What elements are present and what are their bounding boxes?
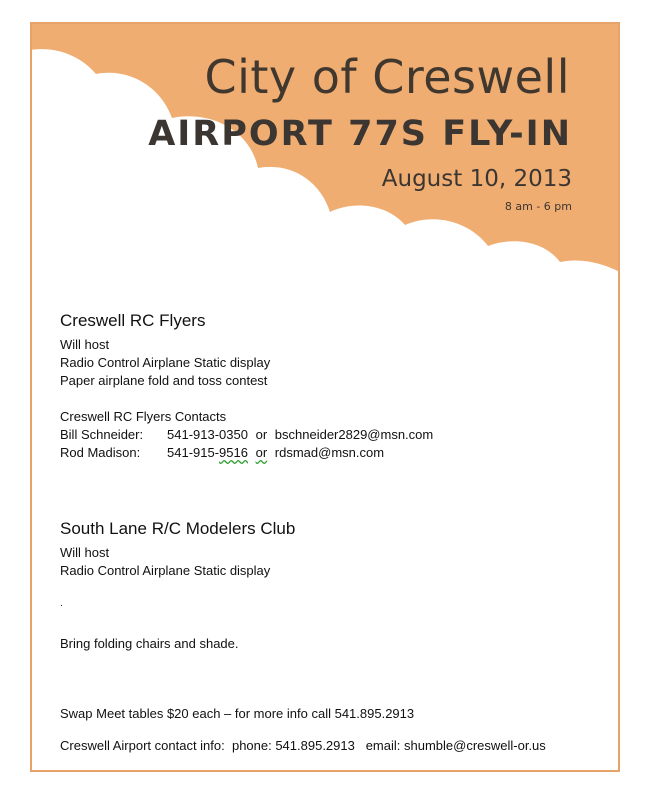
contacts-title: Creswell RC Flyers Contacts xyxy=(60,409,227,424)
rc-flyers-line: Radio Control Airplane Static display xyxy=(60,355,271,370)
stray-dot: . xyxy=(60,598,63,609)
city-title: City of Creswell xyxy=(204,50,570,104)
airport-contact: Creswell Airport contact info: phone: 541.895.2913 email: shumble@creswell-or.us xyxy=(60,738,546,753)
rc-flyers-title: Creswell RC Flyers xyxy=(60,311,206,330)
south-lane-line: Radio Control Airplane Static display xyxy=(60,563,271,578)
rc-flyers-line: Paper airplane fold and toss contest xyxy=(60,373,268,388)
event-title: AIRPORT 77S FLY-IN xyxy=(148,114,572,154)
contact-row xyxy=(60,426,433,444)
contact-phone-prefix: 541-915- xyxy=(167,445,220,460)
rc-flyers-line: Will host xyxy=(60,337,110,352)
contact-name: Rod Madison: xyxy=(60,445,141,460)
south-lane-line: Will host xyxy=(60,545,110,560)
event-time: 8 am - 6 pm xyxy=(504,200,572,213)
contact-phone xyxy=(167,445,248,460)
bring-note: Bring folding chairs and shade. xyxy=(60,636,239,651)
event-date: August 10, 2013 xyxy=(381,166,572,192)
contact-row xyxy=(60,444,433,462)
rc-flyers-section xyxy=(60,312,433,462)
contact-email[interactable]: bschneider2829@msn.com xyxy=(274,427,434,442)
swap-meet-note: Swap Meet tables $20 each – for more info call 541.895.2913 xyxy=(60,706,415,721)
south-lane-section xyxy=(60,520,295,580)
south-lane-title: South Lane R/C Modelers Club xyxy=(60,519,296,538)
contact-or: or xyxy=(255,427,268,442)
contact-email[interactable]: rdsmad@msn.com xyxy=(274,445,385,460)
contact-phone: 541-913-0350 xyxy=(167,427,248,442)
contact-or: or xyxy=(255,445,268,460)
contact-name: Bill Schneider: xyxy=(60,427,144,442)
contact-phone-suffix: 9516 xyxy=(219,445,248,460)
